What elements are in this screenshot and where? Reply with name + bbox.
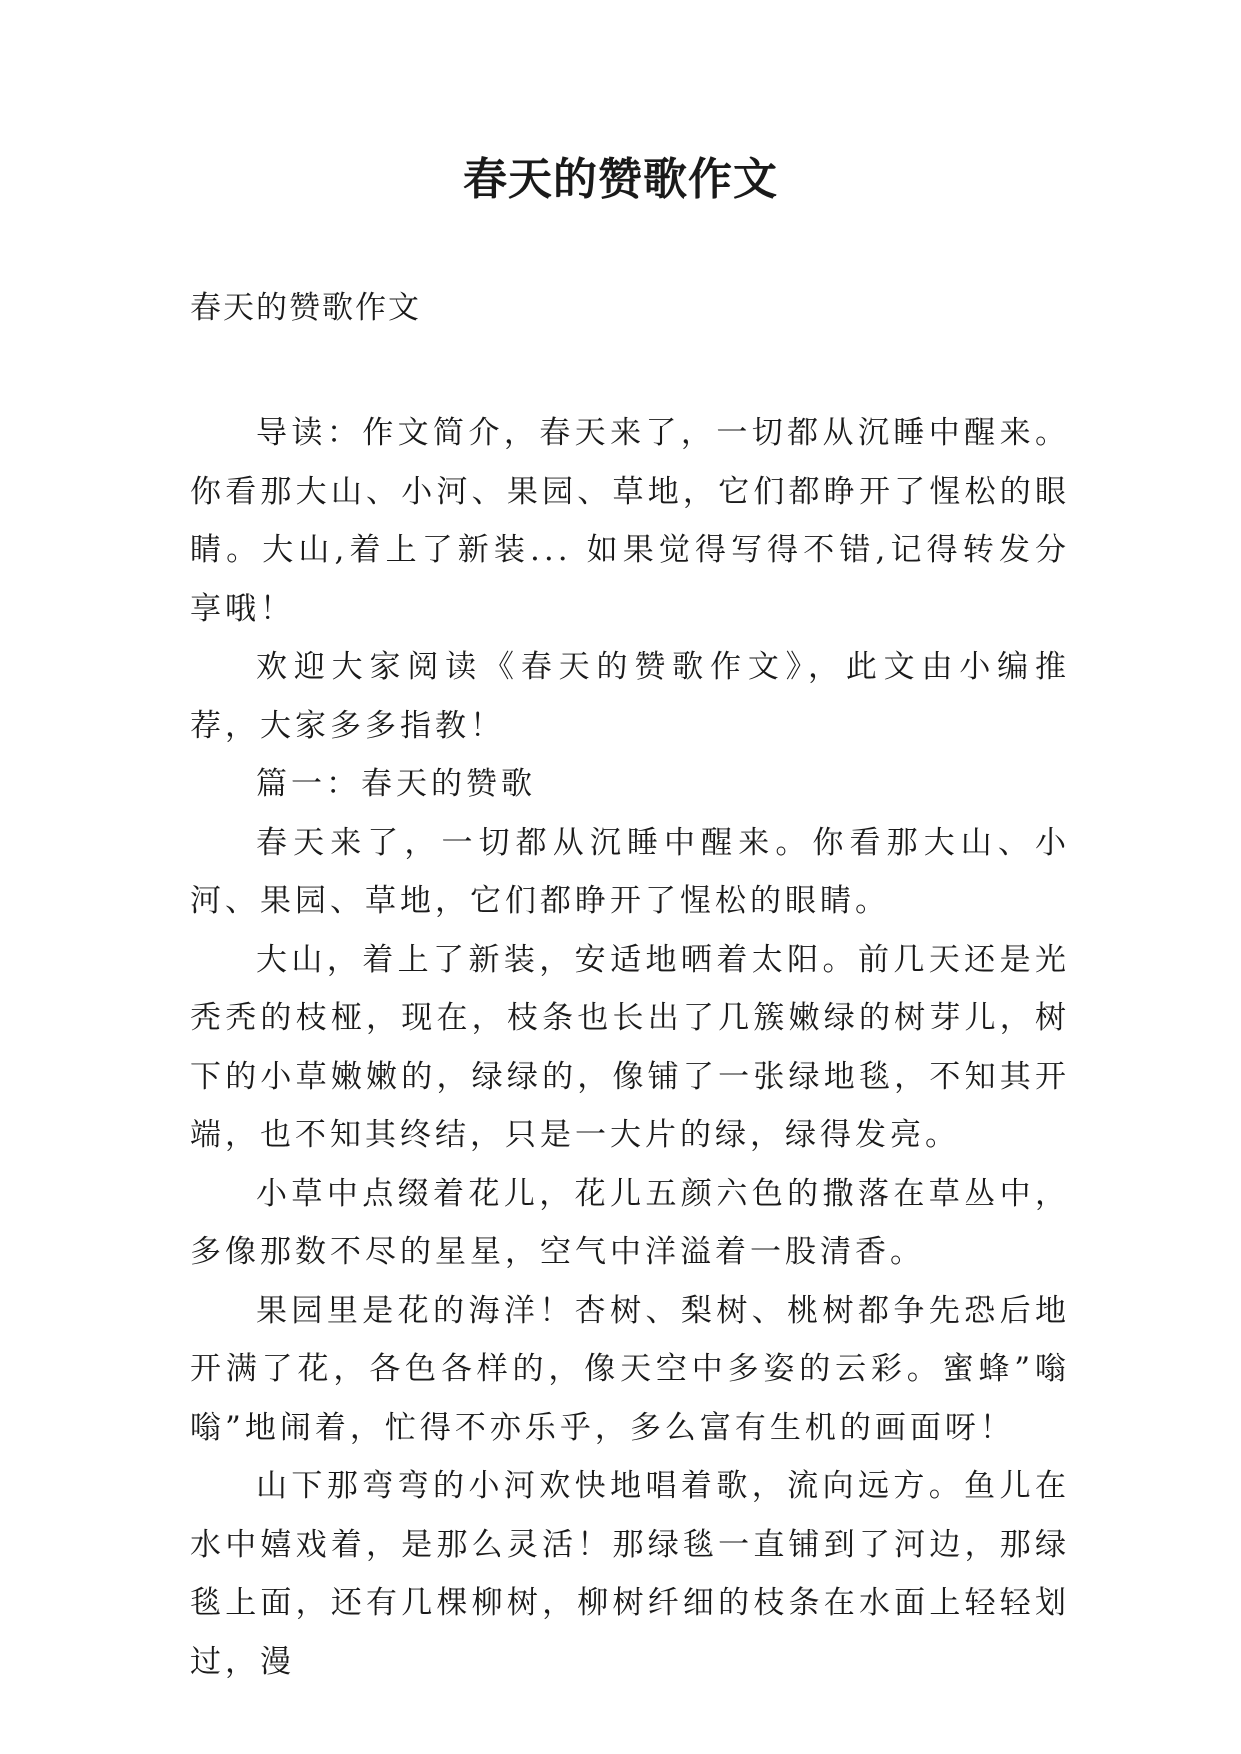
section-heading: 篇一：春天的赞歌	[256, 766, 536, 802]
document-body	[190, 404, 1070, 1691]
paragraph-welcome: 欢迎大家阅读《春天的赞歌作文》，此文由小编推荐，大家多多指教！	[190, 649, 1070, 744]
paragraph-intro: 导读：作文简介，春天来了，一切都从沉睡中醒来。你看那大山、小河、果园、草地，它们都睁开了惺松的眼睛。大山,着上了新装... 如果觉得写得不错,记得转发分享哦！	[190, 415, 1070, 627]
paragraph: 春天来了，一切都从沉睡中醒来。你看那大山、小河、果园、草地，它们都睁开了惺松的眼睛。	[190, 824, 1070, 919]
paragraph: 大山，着上了新装，安适地晒着太阳。前几天还是光秃秃的枝桠，现在，枝条也长出了几簇嫩绿的树芽儿，树下的小草嫩嫩的，绿绿的，像铺了一张绿地毯，不知其开端，也不知其终结，只是一大片的绿，绿得发亮。	[190, 941, 1070, 1153]
paragraph: 山下那弯弯的小河欢快地唱着歌，流向远方。鱼儿在水中嬉戏着，是那么灵活！那绿毯一直铺到了河边，那绿毯上面，还有几棵柳树，柳树纤细的枝条在水面上轻轻划过，漫	[190, 1468, 1070, 1680]
paragraph: 果园里是花的海洋！杏树、梨树、桃树都争先恐后地开满了花，各色各样的，像天空中多姿的云彩。蜜蜂”嗡嗡”地闹着，忙得不亦乐乎，多么富有生机的画面呀！	[190, 1292, 1070, 1446]
paragraph: 小草中点缀着花儿，花儿五颜六色的撒落在草丛中，多像那数不尽的星星，空气中洋溢着一股清香。	[190, 1175, 1070, 1270]
document-title: 春天的赞歌作文	[463, 154, 778, 205]
document-subtitle: 春天的赞歌作文	[190, 290, 421, 326]
